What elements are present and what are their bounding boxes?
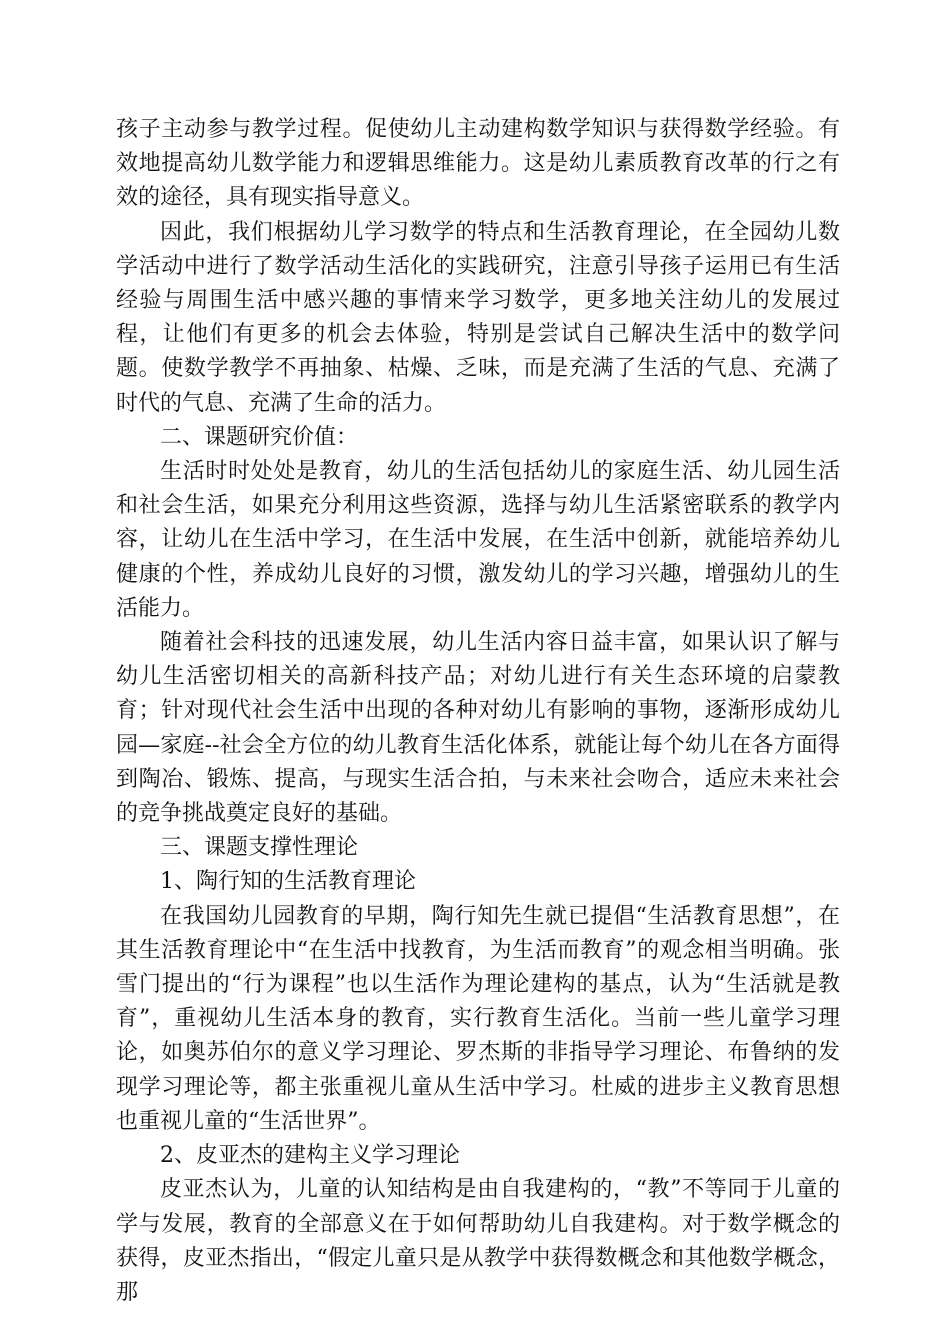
paragraph-social-technology: 随着社会科技的迅速发展，幼儿生活内容日益丰富，如果认识了解与幼儿生活密切相关的高新科技产品；对幼儿进行有关生态环境的启蒙教育；针对现代社会生活中出现的各种对幼儿有影响的事物，逐渐形成幼儿园—家庭--社会全方位的幼儿教育生活化体系，就能让每个幼儿在各方面得到陶冶、锻炼、提高，与现实生活合拍，与未来社会吻合，适应未来社会的竞争挑战奠定良好的基础。 xyxy=(116,630,840,827)
paragraph-piaget: 皮亚杰认为，儿童的认知结构是由自我建构的，“教”不等同于儿童的学与发展，教育的全部意义在于如何帮助幼儿自我建构。对于数学概念的获得，皮亚杰指出，“假定儿童只是从教学中获得数概念和其他数学概念，那 xyxy=(116,1177,840,1305)
subheading-tao-xingzhi-theory: 1、陶行知的生活教育理论 xyxy=(160,869,416,895)
paragraph-research-practice: 因此，我们根据幼儿学习数学的特点和生活教育理论，在全园幼儿数学活动中进行了数学活动生活化的实践研究，注意引导孩子运用已有生活经验与周围生活中感兴趣的事情来学习数学，更多地关注幼儿的发展过程，让他们有更多的机会去体验，特别是尝试自己解决生活中的数学问题。使数学教学不再抽象、枯燥、乏味，而是充满了生活的气息、充满了时代的气息、充满了生命的活力。 xyxy=(116,219,840,416)
subheading-piaget-theory: 2、皮亚杰的建构主义学习理论 xyxy=(160,1143,460,1169)
paragraph-tao-xingzhi: 在我国幼儿园教育的早期，陶行知先生就已提倡“生活教育思想”，在其生活教育理论中“在生活中找教育，为生活而教育”的观念相当明确。张雪门提出的“行为课程”也以生活作为理论建构的基点，认为“生活就是教育”，重视幼儿生活本身的教育，实行教育生活化。当前一些儿童学习理论，如奥苏伯尔的意义学习理论、罗杰斯的非指导学习理论、布鲁纳的发现学习理论等，都主张重视儿童从生活中学习。杜威的进步主义教育思想也重视儿童的“生活世界”。 xyxy=(116,903,840,1134)
paragraph-intro-continuation: 孩子主动参与教学过程。促使幼儿主动建构数学知识与获得数学经验。有效地提高幼儿数学能力和逻辑思维能力。这是幼儿素质教育改革的行之有效的途径，具有现实指导意义。 xyxy=(116,117,840,211)
document-body xyxy=(116,113,840,1310)
section-heading-research-value: 二、课题研究价值： xyxy=(160,424,359,450)
section-heading-supporting-theory: 三、课题支撑性理论 xyxy=(160,835,359,861)
paragraph-life-education: 生活时时处处是教育，幼儿的生活包括幼儿的家庭生活、幼儿园生活和社会生活，如果充分利用这些资源，选择与幼儿生活紧密联系的教学内容，让幼儿在生活中学习，在生活中发展，在生活中创新，就能培养幼儿健康的个性，养成幼儿良好的习惯，激发幼儿的学习兴趣，增强幼儿的生活能力。 xyxy=(116,459,840,621)
